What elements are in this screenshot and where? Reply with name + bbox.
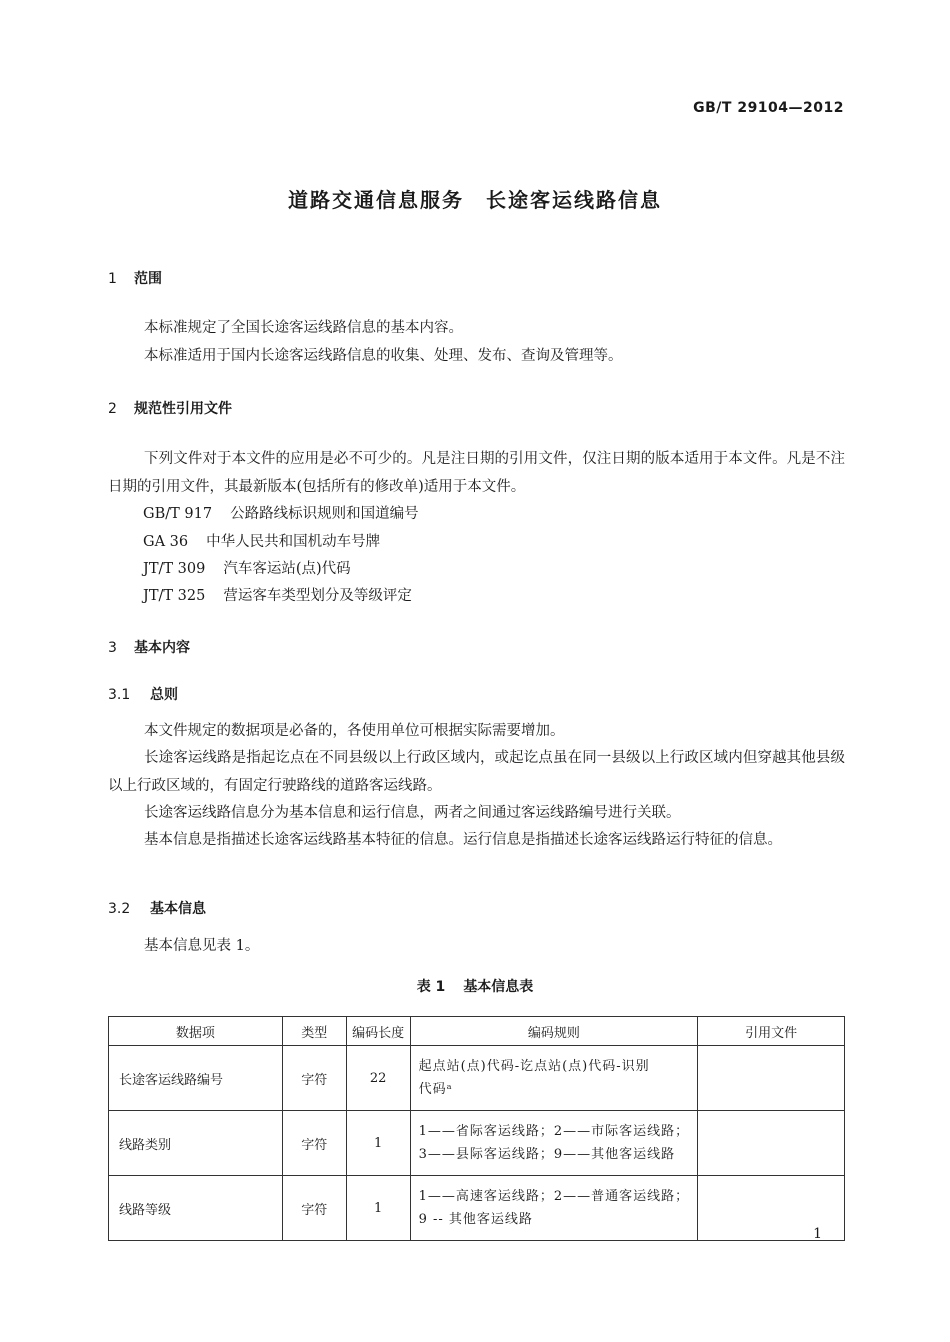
table-row — [109, 1111, 845, 1176]
reference-item — [143, 584, 412, 605]
paragraph: 长途客运线路是指起讫点在不同县级以上行政区域内，或起讫点虽在同一县级以上行政区域内但穿越其他县级以上行政区域的，有固定行驶路线的道路客运线路。 — [108, 750, 845, 794]
rule-line: 起点站(点)代码-讫点站(点)代码-识别 — [418, 1059, 650, 1074]
reference-item — [143, 530, 380, 551]
table-caption — [0, 976, 950, 996]
cell-type: 字符 — [282, 1176, 346, 1241]
reference-code: GA 36 — [143, 534, 189, 550]
column-header: 引用文件 — [698, 1017, 845, 1046]
cell-rule — [410, 1111, 698, 1176]
standard-code: GB/T 29104—2012 — [693, 100, 844, 116]
table-header-row — [109, 1017, 845, 1046]
cell-type: 字符 — [282, 1111, 346, 1176]
cell-length: 1 — [346, 1176, 410, 1241]
subsection-heading-3-2 — [108, 898, 206, 918]
paragraph: 本标准规定了全国长途客运线路信息的基本内容。 — [144, 320, 463, 336]
table-row — [109, 1046, 845, 1111]
subsection-heading-3-1 — [108, 684, 178, 704]
reference-code: JT/T 325 — [143, 588, 206, 604]
cell-item: 长途客运线路编号 — [109, 1046, 283, 1111]
reference-code: GB/T 917 — [143, 506, 213, 522]
rule-line: 3——县际客运线路；9——其他客运线路 — [418, 1147, 676, 1162]
cell-ref — [698, 1111, 845, 1176]
section-number: 3 — [108, 640, 117, 656]
column-header: 编码规则 — [410, 1017, 698, 1046]
basic-info-table — [108, 1016, 845, 1241]
section-title: 基本信息 — [150, 901, 206, 917]
section-number: 3.2 — [108, 901, 131, 917]
rule-line: 1——省际客运线路；2——市际客运线路； — [418, 1124, 690, 1139]
section-number: 3.1 — [108, 687, 131, 703]
reference-title: 营运客车类型划分及等级评定 — [223, 588, 412, 604]
paragraph: 基本信息见表 1。 — [144, 938, 260, 954]
section-title: 总则 — [150, 687, 178, 703]
column-header: 编码长度 — [346, 1017, 410, 1046]
reference-title: 汽车客运站(点)代码 — [223, 561, 351, 577]
page-number: 1 — [813, 1226, 822, 1242]
reference-item — [143, 557, 351, 578]
section-heading-1 — [108, 268, 162, 288]
rule-line: 代码ᵃ — [418, 1082, 453, 1097]
table-title: 基本信息表 — [463, 979, 534, 995]
paragraph: 本标准适用于国内长途客运线路信息的收集、处理、发布、查询及管理等。 — [144, 348, 623, 364]
cell-ref — [698, 1046, 845, 1111]
section-title: 范围 — [134, 271, 162, 287]
cell-length: 22 — [346, 1046, 410, 1111]
document-title: 道路交通信息服务 长途客运线路信息 — [288, 188, 662, 212]
section-title: 基本内容 — [134, 640, 190, 656]
cell-rule — [410, 1176, 698, 1241]
paragraph: 基本信息是指描述长途客运线路基本特征的信息。运行信息是指描述长途客运线路运行特征的信息。 — [144, 832, 782, 848]
cell-item: 线路类别 — [109, 1111, 283, 1176]
reference-code: JT/T 309 — [143, 561, 206, 577]
reference-title: 中华人民共和国机动车号牌 — [206, 534, 381, 550]
cell-ref — [698, 1176, 845, 1241]
section-heading-3 — [108, 637, 190, 657]
paragraph: 下列文件对于本文件的应用是必不可少的。凡是注日期的引用文件，仅注日期的版本适用于本文件。凡是不注日期的引用文件，其最新版本(包括所有的修改单)适用于本文件。 — [108, 451, 845, 495]
section-number: 1 — [108, 271, 117, 287]
column-header: 类型 — [282, 1017, 346, 1046]
paragraph: 长途客运线路信息分为基本信息和运行信息，两者之间通过客运线路编号进行关联。 — [144, 805, 681, 821]
table-row — [109, 1176, 845, 1241]
cell-type: 字符 — [282, 1046, 346, 1111]
cell-item: 线路等级 — [109, 1176, 283, 1241]
section-number: 2 — [108, 401, 117, 417]
table-number: 表 1 — [416, 979, 446, 995]
cell-rule — [410, 1046, 698, 1111]
cell-length: 1 — [346, 1111, 410, 1176]
rule-line: 1——高速客运线路；2——普通客运线路； — [418, 1189, 690, 1204]
paragraph: 本文件规定的数据项是必备的，各使用单位可根据实际需要增加。 — [144, 723, 565, 739]
section-title: 规范性引用文件 — [134, 401, 232, 417]
rule-line: 9 -- 其他客运线路 — [418, 1212, 533, 1227]
section-heading-2 — [108, 398, 232, 418]
reference-title: 公路路线标识规则和国道编号 — [230, 506, 419, 522]
column-header: 数据项 — [109, 1017, 283, 1046]
reference-item — [143, 502, 419, 523]
